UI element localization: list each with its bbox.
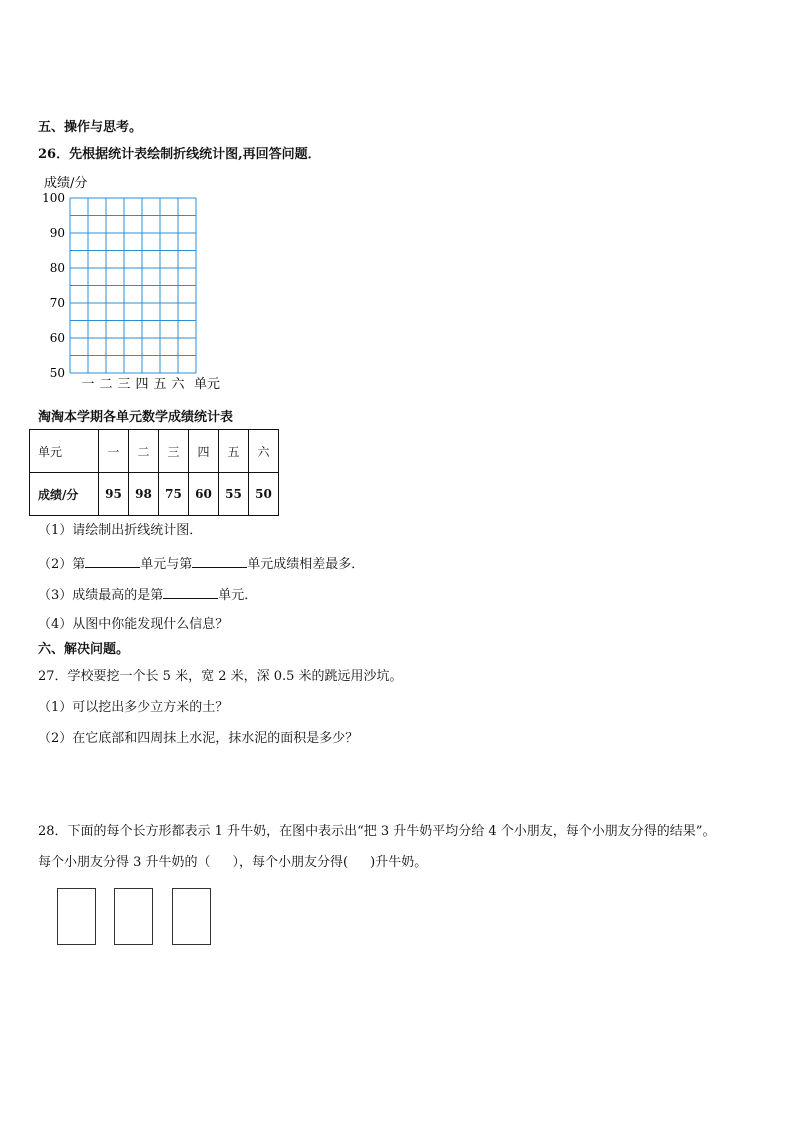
table-caption: 淘淘本学期各单元数学成绩统计表 — [38, 410, 234, 425]
table-cell-unit: 三 — [159, 430, 189, 473]
table-cell-score: 50 — [249, 473, 279, 516]
x-tick-label: 五 — [153, 377, 167, 392]
chart-x-axis-unit: 单元 — [194, 377, 221, 392]
q27-sub1: （1）可以挖出多少立方米的土？ — [38, 700, 229, 715]
q26-sub2-part-b: 单元与第 — [140, 557, 193, 572]
table-cell-score: 95 — [99, 473, 129, 516]
section-6-title: 六、解决问题。 — [38, 642, 130, 657]
x-tick-label: 一 — [81, 377, 95, 392]
q28-line2-part-b: ），每个小朋友分得( — [232, 855, 349, 870]
empty-line-chart-grid — [30, 172, 230, 394]
table-header-score: 成绩/分 — [30, 473, 99, 516]
table-cell-unit: 五 — [219, 430, 249, 473]
y-tick-label: 50 — [49, 366, 65, 380]
chart-x-ticks — [81, 377, 185, 392]
table-cell-score: 75 — [159, 473, 189, 516]
answer-blank[interactable] — [192, 555, 247, 568]
table-header-unit: 单元 — [30, 430, 99, 473]
q26-sub2 — [38, 555, 364, 573]
chart-y-ticks — [42, 191, 65, 380]
q26-sub1: （1）请绘制出折线统计图． — [38, 523, 203, 538]
q26-sub3-part-a: （3）成绩最高的是第 — [38, 588, 164, 603]
x-tick-label: 四 — [135, 377, 149, 392]
q26-sub3-part-b: 单元． — [218, 588, 258, 603]
y-tick-label: 100 — [42, 191, 65, 205]
q26-sub2-part-a: （2）第 — [38, 557, 86, 572]
x-tick-label: 二 — [99, 377, 113, 392]
question-27-prompt: 27．学校要挖一个长 5 米，宽 2 米，深 0.5 米的跳远用沙坑。 — [38, 669, 403, 684]
q26-sub2-part-c: 单元成绩相差最多． — [247, 557, 365, 572]
question-28-prompt: 28．下面的每个长方形都表示 1 升牛奶，在图中表示出“把 3 升牛奶平均分给 4 个小朋友，每个小朋友分得的结果”。 — [38, 824, 716, 839]
y-tick-label: 80 — [49, 261, 65, 275]
score-table — [29, 429, 279, 516]
q28-line2-part-a: 每个小朋友分得 3 升牛奶的（ — [38, 855, 211, 870]
table-cell-unit: 六 — [249, 430, 279, 473]
table-cell-unit: 四 — [189, 430, 219, 473]
answer-blank[interactable] — [85, 555, 140, 568]
table-cell-score: 60 — [189, 473, 219, 516]
q26-sub3 — [38, 586, 257, 604]
q27-sub2: （2）在它底部和四周抹上水泥，抹水泥的面积是多少？ — [38, 731, 359, 746]
x-tick-label: 三 — [117, 377, 131, 392]
x-tick-label: 六 — [171, 377, 185, 392]
y-tick-label: 90 — [49, 226, 65, 240]
milk-rectangle[interactable] — [172, 888, 211, 945]
table-cell-score: 55 — [219, 473, 249, 516]
q26-sub4: （4）从图中你能发现什么信息？ — [38, 617, 229, 632]
milk-rectangle[interactable] — [57, 888, 96, 945]
milk-rectangle[interactable] — [114, 888, 153, 945]
answer-blank[interactable] — [163, 586, 218, 599]
table-cell-unit: 一 — [99, 430, 129, 473]
table-row — [30, 430, 279, 473]
y-tick-label: 60 — [49, 331, 65, 345]
y-tick-label: 70 — [49, 296, 65, 310]
table-row — [30, 473, 279, 516]
q28-line2 — [38, 855, 427, 871]
q28-line2-part-c: )升牛奶。 — [370, 855, 428, 870]
section-5-title: 五、操作与思考。 — [38, 120, 143, 135]
table-cell-unit: 二 — [129, 430, 159, 473]
question-26-prompt: 26．先根据统计表绘制折线统计图,再回答问题． — [38, 147, 321, 162]
chart-grid — [70, 198, 196, 373]
table-cell-score: 98 — [129, 473, 159, 516]
chart-y-axis-label: 成绩/分 — [44, 176, 88, 191]
